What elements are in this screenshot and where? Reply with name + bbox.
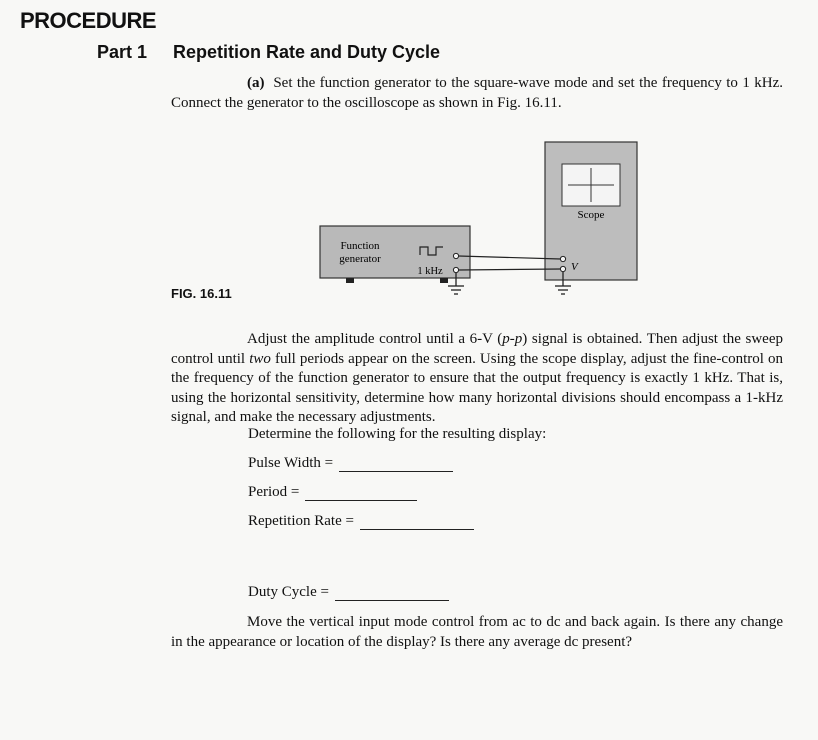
frequency-label: 1 kHz	[417, 266, 443, 277]
scope-ground-terminal	[560, 266, 565, 271]
adjust-text-two: two	[249, 350, 271, 367]
period-field	[248, 484, 417, 501]
scope-input-label: V	[571, 261, 578, 273]
pulse-width-label: Pulse Width =	[248, 455, 334, 471]
scope-input-terminal	[560, 256, 565, 261]
generator-foot-left	[346, 278, 354, 283]
period-blank[interactable]	[305, 488, 417, 501]
section-heading: PROCEDURE	[20, 8, 157, 33]
repetition-rate-field	[248, 513, 474, 530]
final-text: Move the vertical input mode control from ac to dc and back again. Is there any change in the appearance or location of the display? Is there any average dc present?	[171, 614, 783, 650]
duty-cycle-blank[interactable]	[335, 588, 449, 601]
determine-instruction: Determine the following for the resulting display:	[248, 426, 547, 442]
final-paragraph	[171, 613, 783, 652]
repetition-rate-blank[interactable]	[360, 517, 474, 530]
step-a-marker: (a)	[247, 75, 265, 91]
generator-body	[320, 226, 470, 278]
scope-label: Scope	[577, 209, 605, 221]
adjust-text-post: full periods appear on the screen. Using the scope display, adjust the fine-control on the frequency of the function generator to ensure that the output frequency is exactly 1 kHz. That is, using the horizontal sensitivity, determine how many horizontal divisions should encompass a 1-kHz signal, and make the necessary adjustments.	[171, 350, 784, 425]
adjust-text-pp: p-p	[502, 331, 523, 347]
adjust-text-mid: ) signal is obtained. Then adjust the sweep control until	[171, 331, 783, 367]
generator-label-line2: generator	[339, 253, 381, 265]
duty-cycle-label: Duty Cycle =	[248, 584, 329, 600]
step-a-text: Set the function generator to the square-wave mode and set the frequency to 1 kHz. Connect the generator to the oscilloscope as shown in Fig. 16.11.	[171, 75, 783, 111]
pulse-width-field	[248, 455, 453, 472]
generator-ground-terminal	[453, 267, 458, 272]
generator-output-terminal	[453, 253, 458, 258]
pulse-width-blank[interactable]	[339, 459, 453, 472]
generator-foot-right	[440, 278, 448, 283]
repetition-rate-label: Repetition Rate =	[248, 513, 354, 529]
adjust-text-pre: Adjust the amplitude control until a 6-V (	[247, 331, 503, 347]
part-title: Repetition Rate and Duty Cycle	[173, 42, 441, 62]
figure-label: FIG. 16.11	[171, 286, 232, 301]
generator-label-line1: Function	[340, 240, 380, 252]
step-a-paragraph	[171, 74, 783, 113]
adjust-paragraph	[171, 330, 783, 428]
fig-16-11-diagram	[310, 138, 650, 304]
duty-cycle-field	[248, 584, 449, 601]
period-label: Period =	[248, 484, 300, 500]
part-label: Part 1	[97, 42, 148, 62]
